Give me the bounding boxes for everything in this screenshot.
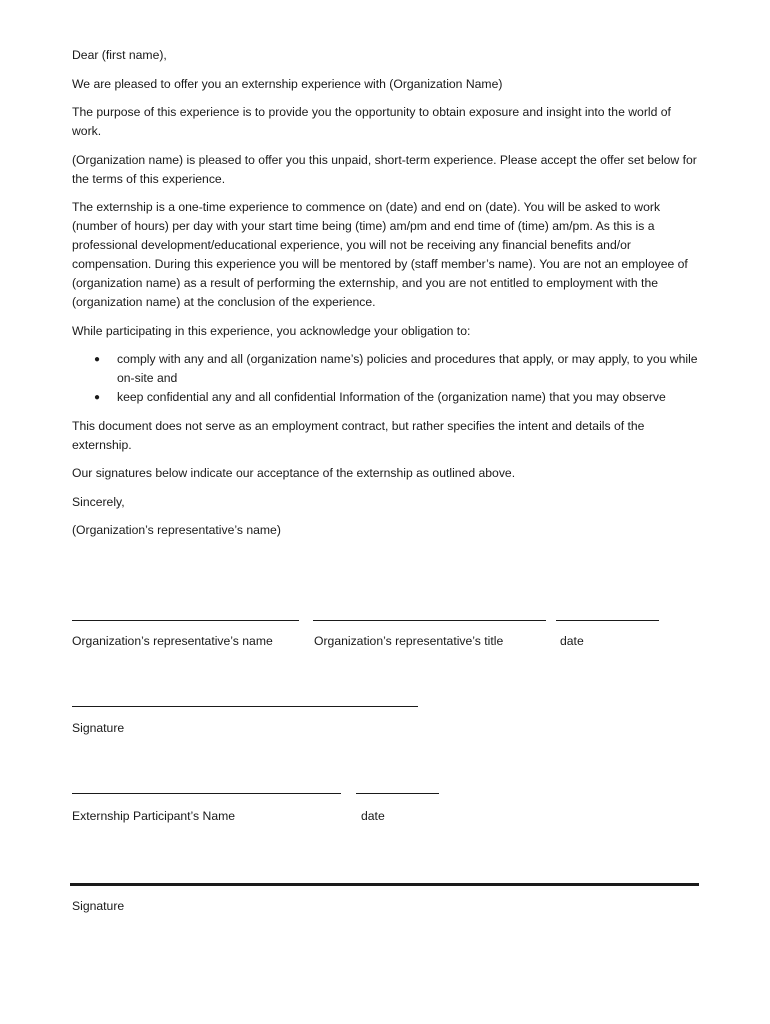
participant-name-label: Externship Participant’s Name <box>72 809 236 823</box>
rep-signature-label: Signature <box>72 721 125 735</box>
rep-name-label: Organization’s representative’s name <box>72 634 273 648</box>
obligation-text: keep confidential any and all confidential Information of the (organization name) that you may observe <box>117 390 666 404</box>
rep-signature-line[interactable] <box>72 706 418 707</box>
paragraph-acceptance: Our signatures below indicate our acceptance of the externship as outlined above. <box>72 466 516 480</box>
participant-name-line[interactable] <box>72 793 341 794</box>
greeting: Dear (first name), <box>72 48 167 62</box>
rep-title-line[interactable] <box>313 620 546 621</box>
paragraph-externship-details: The externship is a one-time experience to commence on (date) and end on (date). You will be asked to work (number of hours) per day with your start time being (time) am/pm and end time of (time) am/pm. As this is a professional development/educational experience, you will not be receiving any financial benefits and/or compensation. During this experience you will be mentored by (staff member’s name). You are not an employee of (organization name) as a result of performing the externship, and you are not entitled to employment with the (organization name) at the conclusion of the experience. <box>72 200 688 309</box>
rep-date-line[interactable] <box>556 620 659 621</box>
obligations-list <box>72 350 698 407</box>
paragraph-offer: We are pleased to offer you an externship experience with (Organization Name) <box>72 76 503 91</box>
list-item <box>72 350 698 388</box>
participant-date-label: date <box>361 809 385 823</box>
rep-title-label: Organization’s representative’s title <box>314 634 504 648</box>
participant-signature-line[interactable] <box>70 883 699 886</box>
obligation-text: comply with any and all (organization name’s) policies and procedures that apply, or may apply, to you while on-site and <box>117 352 698 385</box>
participant-date-line[interactable] <box>356 793 439 794</box>
letter-body <box>72 46 698 550</box>
rep-name-line[interactable] <box>72 620 299 621</box>
bullet-icon: ● <box>94 354 101 365</box>
list-item <box>72 388 698 407</box>
rep-date-label: date <box>560 634 584 648</box>
bullet-icon: ● <box>94 392 101 403</box>
paragraph-unpaid-terms: (Organization name) is pleased to offer you this unpaid, short-term experience. Please accept the offer set below for the terms of this experience. <box>72 152 697 186</box>
paragraph-purpose: The purpose of this experience is to provide you the opportunity to obtain exposure and insight into the world of work. <box>72 105 671 138</box>
representative-placeholder: (Organization’s representative’s name) <box>72 523 281 537</box>
sign-off: Sincerely, <box>72 494 125 509</box>
participant-signature-label: Signature <box>72 899 125 913</box>
paragraph-obligation-intro: While participating in this experience, you acknowledge your obligation to: <box>72 323 471 338</box>
paragraph-not-contract: This document does not serve as an employment contract, but rather specifies the intent and details of the externship. <box>72 418 645 452</box>
